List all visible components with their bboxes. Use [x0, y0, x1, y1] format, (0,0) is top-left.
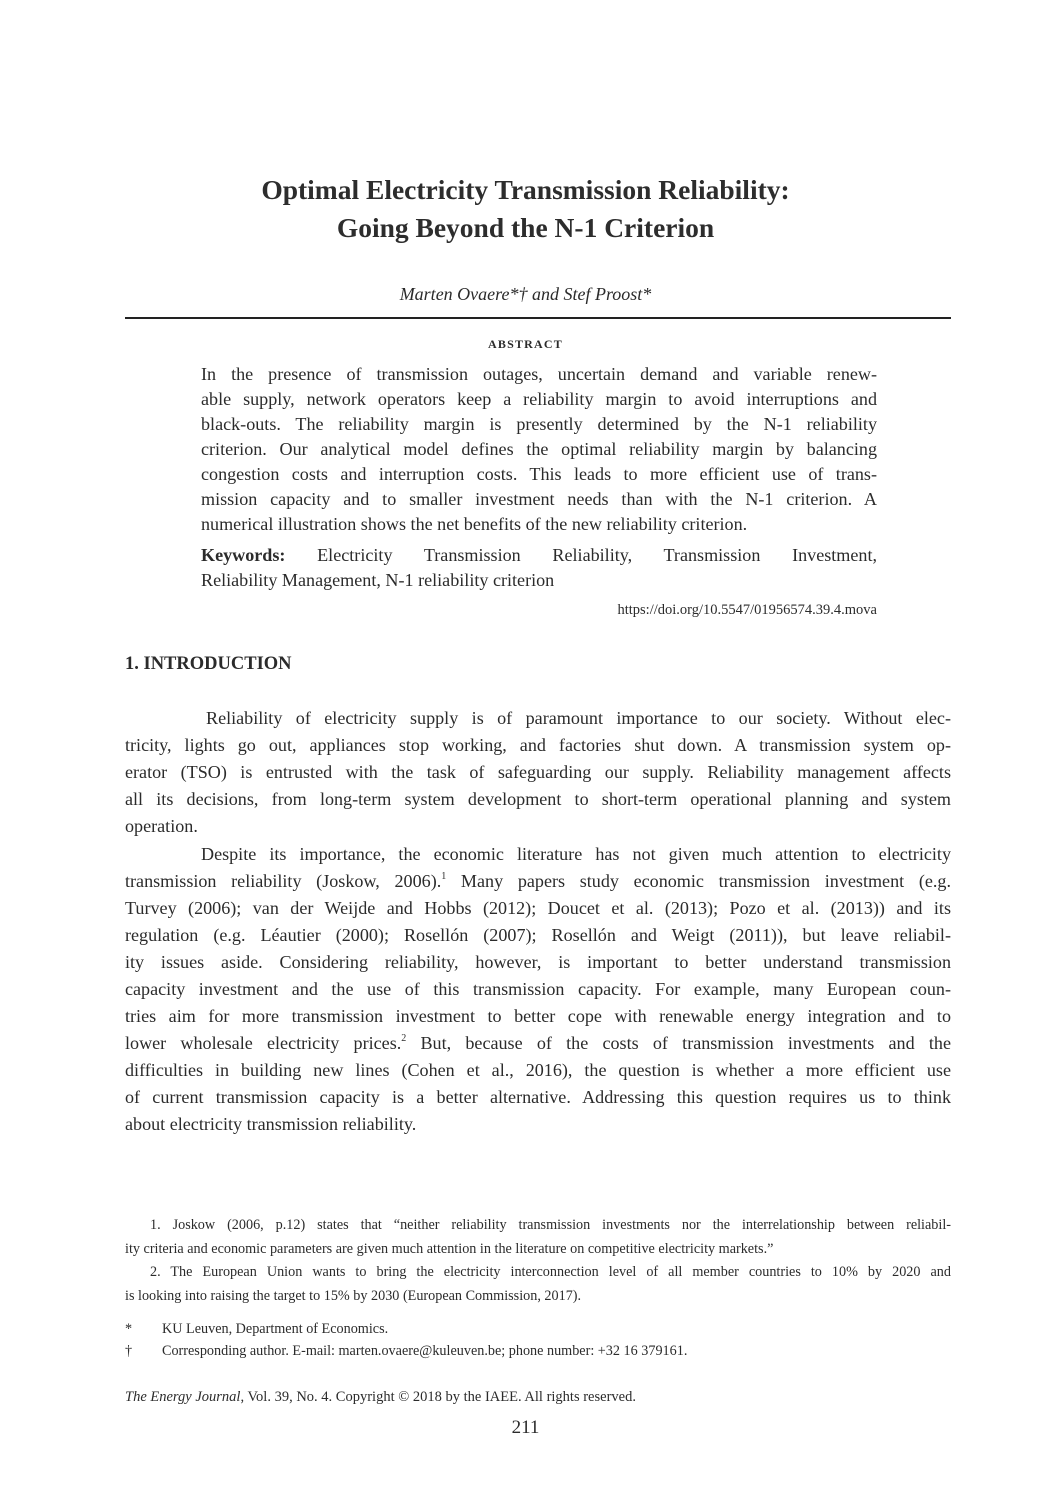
affiliation-text: Corresponding author. E-mail: marten.ovaere@kuleuven.be; phone number: +32 16 379161.: [162, 1343, 688, 1359]
footnote-ref-1[interactable]: 1: [441, 871, 447, 882]
keywords-line-2: Reliability Management, N-1 reliability criterion: [201, 570, 555, 590]
affiliation-symbol: †: [125, 1343, 133, 1359]
section-heading-introduction: 1. INTRODUCTION: [125, 654, 292, 674]
title-line-1: Optimal Electricity Transmission Reliability:: [261, 174, 790, 205]
header-rule: [125, 317, 951, 319]
affiliation-text: KU Leuven, Department of Economics.: [162, 1321, 389, 1337]
paper-title: [0, 171, 1051, 247]
affiliation-item: [125, 1318, 388, 1340]
abstract-line: congestion costs and interruption costs. This leads to more efficient use of trans-: [201, 464, 877, 484]
body-line: Turvey (2006); van der Weijde and Hobbs (2012); Doucet et al. (2013); Pozo et al. (2013)) and its: [125, 898, 951, 918]
page-number: 211: [511, 1417, 540, 1438]
body-line: difficulties in building new lines (Cohen et al., 2016), the question is whether a more efficient use: [125, 1060, 951, 1080]
body-text: Many papers study economic transmission investment (e.g.: [446, 871, 951, 891]
keywords-line-1: [201, 543, 877, 568]
affiliation-item: [125, 1340, 687, 1362]
abstract-line: able supply, network operators keep a reliability margin to avoid interruptions and: [201, 389, 877, 409]
abstract-line: mission capacity and to smaller investment needs than with the N-1 criterion. A: [201, 489, 877, 509]
journal-details: , Vol. 39, No. 4. Copyright © 2018 by the IAEE. All rights reserved.: [240, 1389, 636, 1405]
footnote-2: 2. The European Union wants to bring the electricity interconnection level of all member countries to 10% by 2020 and: [150, 1264, 951, 1280]
keywords-label: Keywords:: [201, 545, 286, 565]
abstract-line: criterion. Our analytical model defines the optimal reliability margin by balancing: [201, 439, 877, 459]
body-line: of current transmission capacity is a better alternative. Addressing this question requires us to think: [125, 1087, 951, 1107]
body-line: operation.: [125, 816, 198, 836]
abstract-heading: ABSTRACT: [488, 337, 563, 351]
affiliation-symbol: *: [125, 1321, 133, 1337]
body-line: erator (TSO) is entrusted with the task of safeguarding our supply. Reliability management affects: [125, 762, 951, 782]
body-line: [125, 868, 951, 895]
footnote-1-continued: ity criteria and economic parameters are given much attention in the literature on competitive electricity markets.”: [125, 1241, 774, 1257]
body-line: tries aim for more transmission investment to better cope with renewable energy integration and to: [125, 1006, 951, 1026]
body-line: about electricity transmission reliability.: [125, 1114, 417, 1134]
footnote-2-continued: is looking into raising the target to 15% by 2030 (European Commission, 2017).: [125, 1288, 582, 1304]
body-text: But, because of the costs of transmission investments and the: [406, 1033, 951, 1053]
journal-citation: [125, 1386, 636, 1408]
keywords-text-1: Electricity Transmission Reliability, Transmission Investment,: [285, 545, 877, 565]
body-line: Despite its importance, the economic literature has not given much attention to electricity: [201, 844, 951, 864]
author-list: Marten Ovaere*† and Stef Proost*: [399, 284, 652, 304]
abstract-line: numerical illustration shows the net benefits of the new reliability criterion.: [201, 514, 748, 534]
body-line: capacity investment and the use of this transmission capacity. For example, many European coun-: [125, 979, 951, 999]
body-line: Reliability of electricity supply is of paramount importance to our society. Without elec-: [206, 708, 951, 728]
footnote-ref-2[interactable]: 2: [401, 1033, 407, 1044]
journal-name: The Energy Journal: [125, 1389, 241, 1405]
body-text: transmission reliability (Joskow, 2006).: [125, 871, 442, 891]
abstract-line: In the presence of transmission outages, uncertain demand and variable renew-: [201, 364, 877, 384]
body-line: tricity, lights go out, appliances stop working, and factories shut down. A transmission system op-: [125, 735, 951, 755]
doi-link[interactable]: https://doi.org/10.5547/01956574.39.4.mova: [617, 602, 877, 618]
body-text: lower wholesale electricity prices.: [125, 1033, 402, 1053]
body-line: all its decisions, from long-term system development to short-term operational planning and system: [125, 789, 951, 809]
body-line: [125, 1030, 951, 1057]
footnote-1: 1. Joskow (2006, p.12) states that “neither reliability transmission investments nor the interrelationship between reliabil-: [150, 1217, 951, 1233]
title-line-2: Going Beyond the N-1 Criterion: [336, 212, 715, 243]
body-line: ity issues aside. Considering reliability, however, is important to better understand transmission: [125, 952, 951, 972]
body-line: regulation (e.g. Léautier (2000); Rosellón (2007); Rosellón and Weigt (2011)), but leave reliabil-: [125, 925, 951, 945]
abstract-line: black-outs. The reliability margin is presently determined by the N-1 reliability: [201, 414, 877, 434]
